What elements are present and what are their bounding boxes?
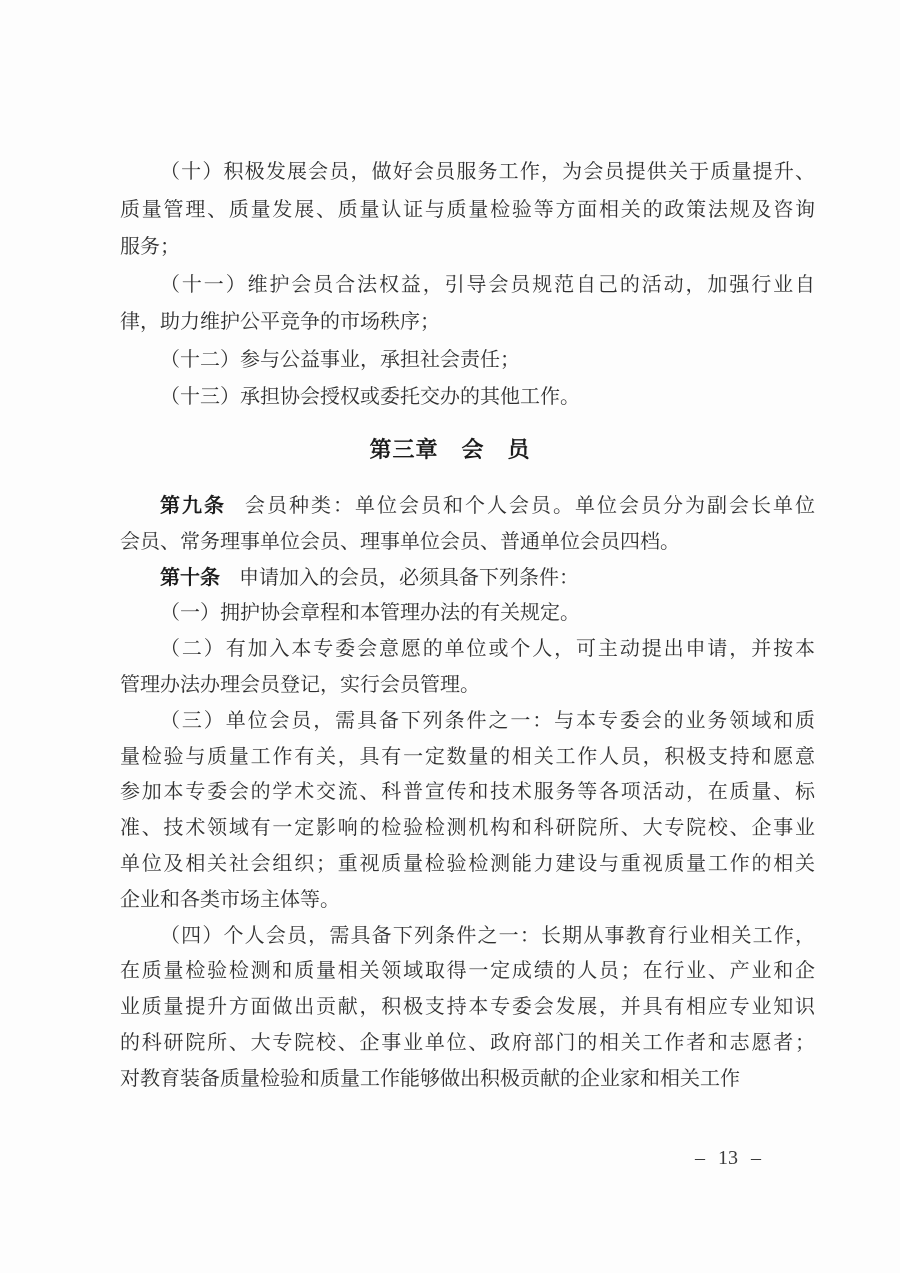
text-line: 的科研院所、大专院校、企事业单位、政府部门的相关工作者和志愿者； <box>120 1031 815 1054</box>
page-number: – 13 – <box>695 1147 761 1169</box>
text-line: 律，助力维护公平竞争的市场秩序； <box>120 311 440 333</box>
text-line: 会员、常务理事单位会员、理事单位会员、普通单位会员四档。 <box>120 530 680 553</box>
article-text: 申请加入的会员，必须具备下列条件： <box>239 566 579 589</box>
chapter-heading: 第三章 会 员 <box>369 437 531 462</box>
text-line: （十二）参与公益事业，承担社会责任； <box>160 348 520 371</box>
text-line: 单位及相关社会组织；重视质量检验检测能力建设与重视质量工作的相关 <box>120 852 815 875</box>
text-line: 企业和各类市场主体等。 <box>120 888 340 911</box>
text-line: （十）积极发展会员，做好会员服务工作，为会员提供关于质量提升、 <box>160 161 815 183</box>
text-line: 对教育装备质量检验和质量工作能够做出积极贡献的企业家和相关工作 <box>120 1067 740 1090</box>
article-number: 第十条 <box>160 566 220 589</box>
article-text: 会员种类：单位会员和个人会员。单位会员分为副会长单位 <box>245 495 815 517</box>
text-line: 参加本专委会的学术交流、科普宣传和技术服务等各项活动，在质量、标 <box>120 781 815 804</box>
chapter-body <box>120 489 815 1098</box>
text-line: 业质量提升方面做出贡献，积极支持本专委会发展，并具有相应专业知识 <box>120 996 815 1019</box>
text-line: 准、技术领域有一定影响的检验检测机构和科研院所、大专院校、企事业 <box>120 817 815 840</box>
text-line: 管理办法办理会员登记，实行会员管理。 <box>120 673 480 696</box>
text-line: 量检验与质量工作有关，具有一定数量的相关工作人员，积极支持和愿意 <box>120 745 815 768</box>
text-line: （三）单位会员，需具备下列条件之一：与本专委会的业务领域和质 <box>160 709 815 732</box>
article-number: 第九条 <box>160 495 226 517</box>
text-line: 在质量检验检测和质量相关领域取得一定成绩的人员；在行业、产业和企 <box>120 960 815 983</box>
text-line: （十一）维护会员合法权益，引导会员规范自己的活动，加强行业自 <box>160 273 815 296</box>
text-line: 质量管理、质量发展、质量认证与质量检验等方面相关的政策法规及咨询 <box>120 198 815 221</box>
text-line <box>120 561 815 597</box>
text-line: 服务； <box>120 236 180 258</box>
text-line: （二）有加入本专委会意愿的单位或个人，可主动提出申请，并按本 <box>160 638 815 661</box>
text-line <box>120 489 815 525</box>
text-line: （四）个人会员，需具备下列条件之一：长期从事教育行业相关工作， <box>160 924 815 947</box>
text-line: （十三）承担协会授权或委托交办的其他工作。 <box>160 386 580 408</box>
text-line: （一）拥护协会章程和本管理办法的有关规定。 <box>160 602 580 625</box>
clause-list-continued <box>120 154 815 417</box>
